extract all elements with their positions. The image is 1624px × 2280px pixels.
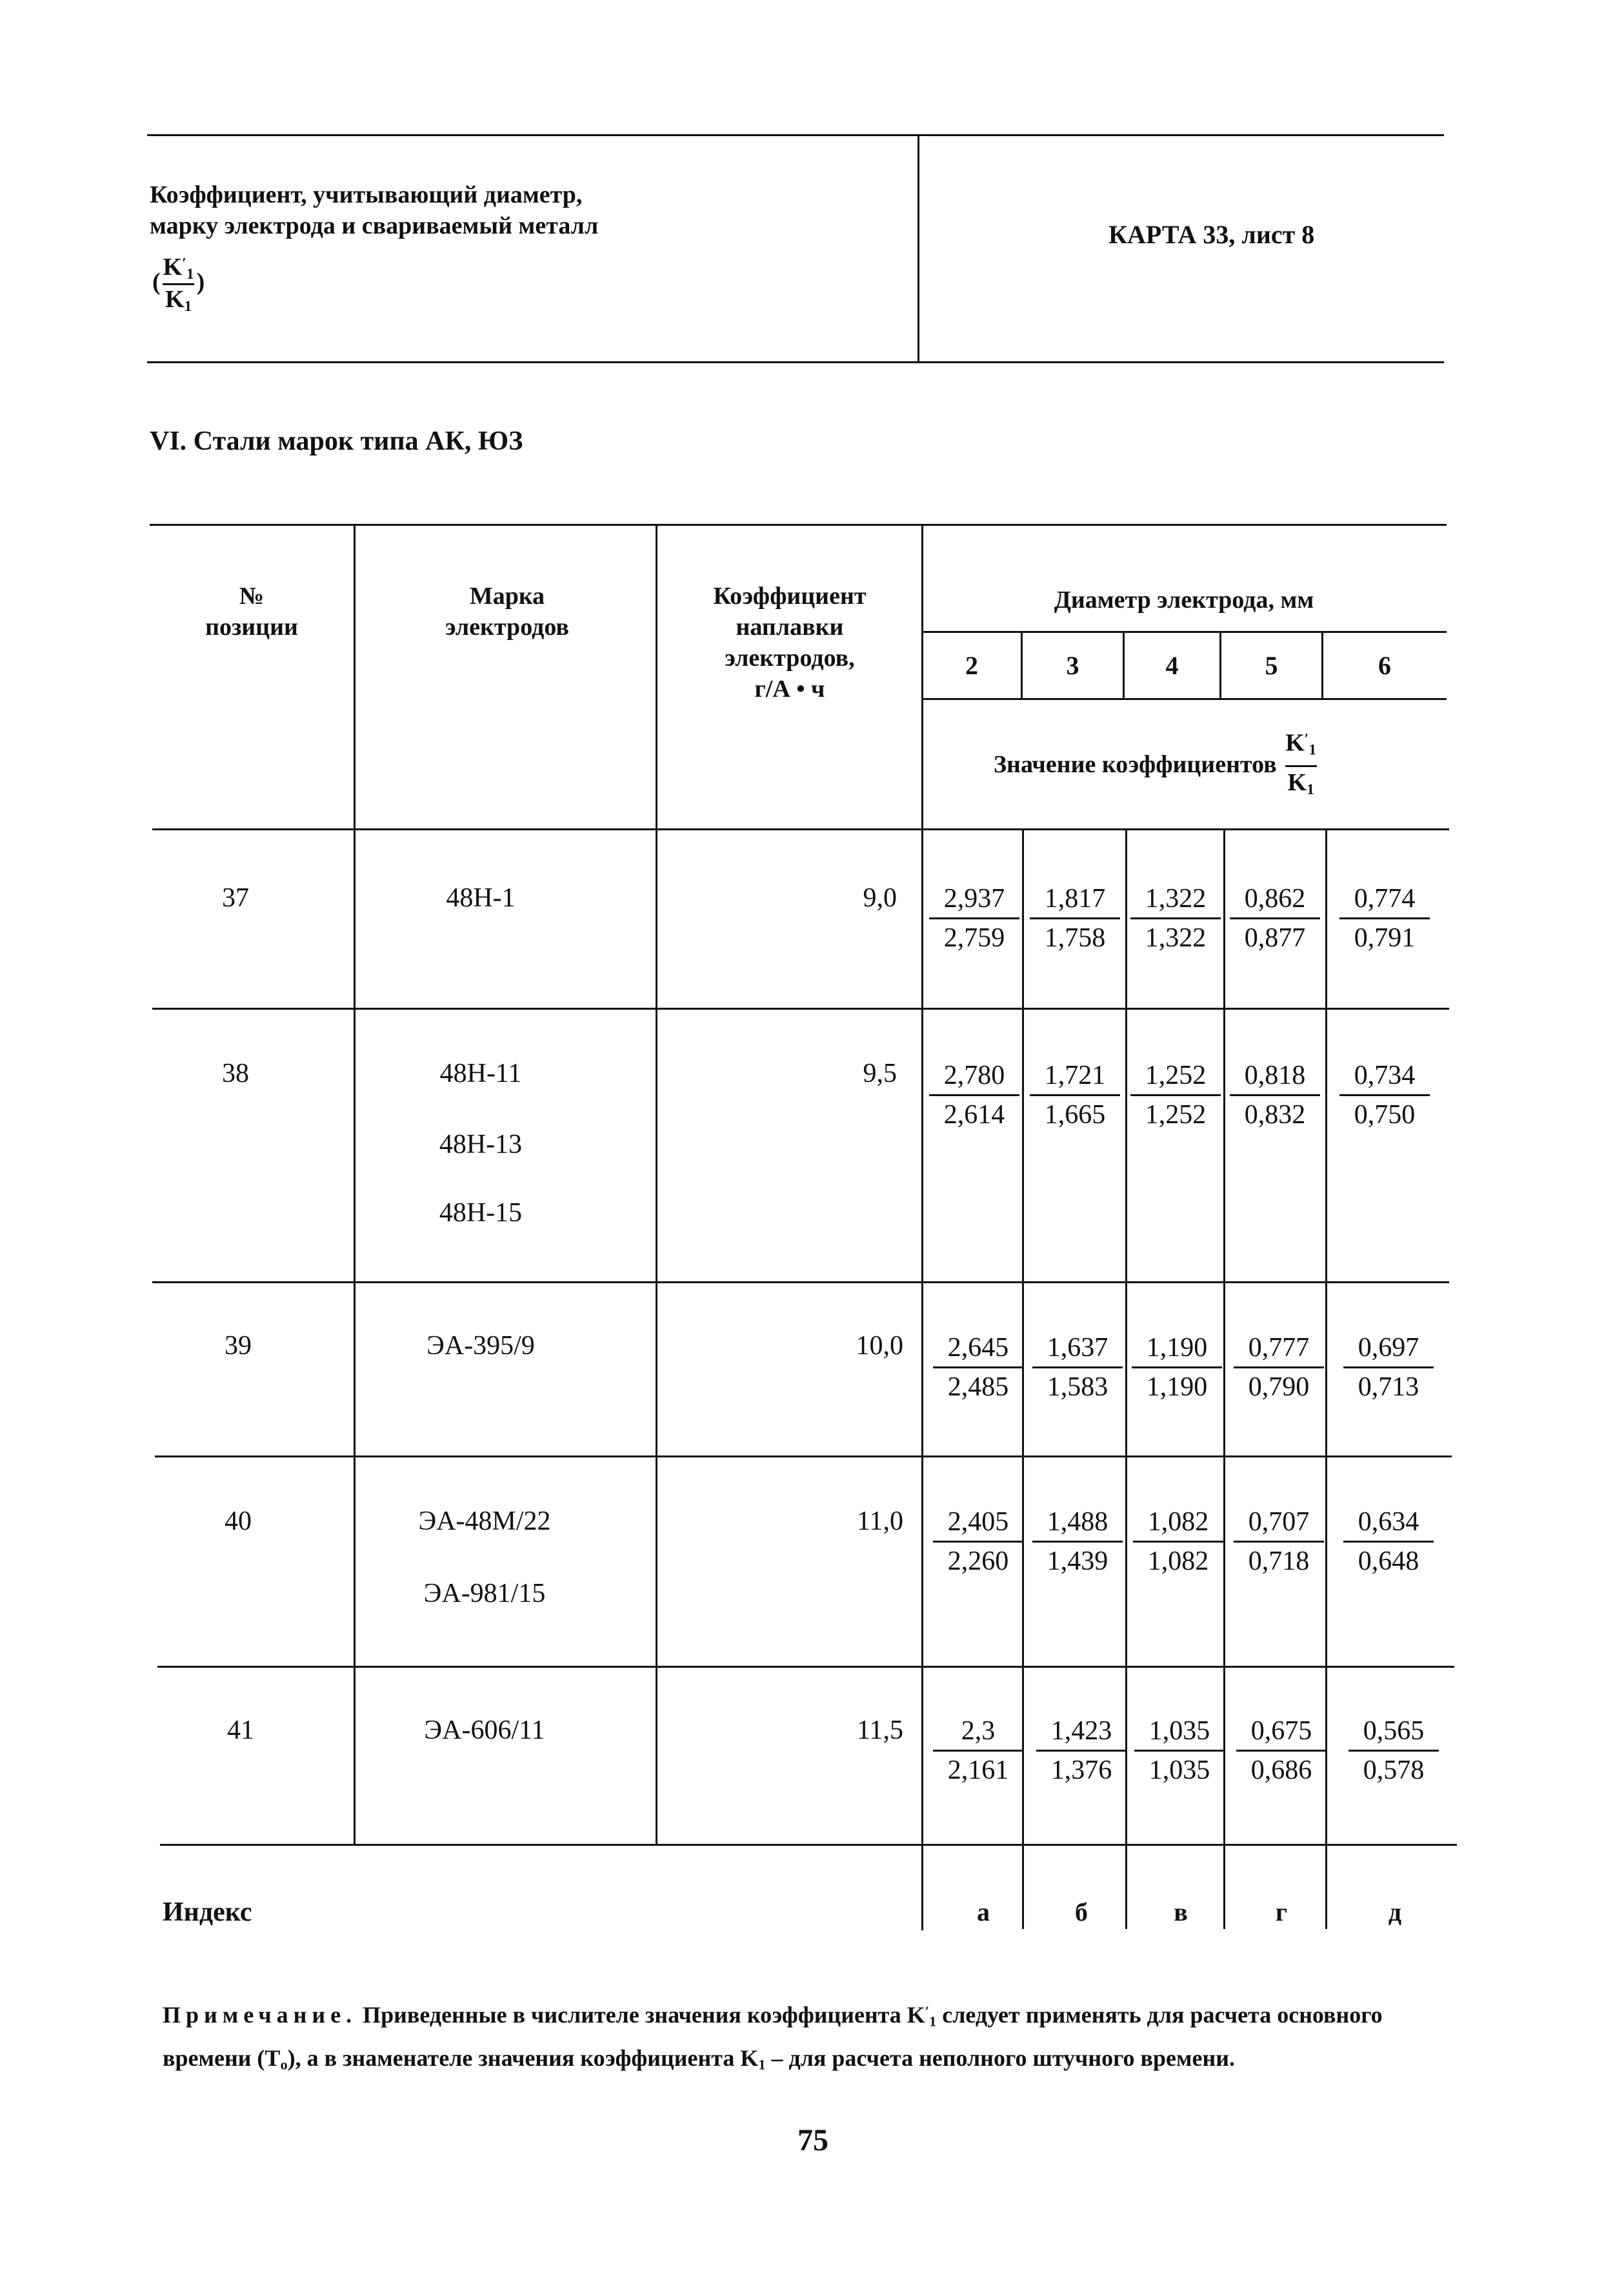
row-39-coefficient: 10,0 [856, 1331, 903, 1361]
section-title: VI. Стали марок типа АК, ЮЗ [150, 426, 523, 456]
row-37-brand: 48Н-1 [446, 883, 516, 913]
row-38-position: 38 [222, 1059, 249, 1088]
col-divider-2 [656, 524, 657, 1844]
row-41-d5: 0,675 0,686 [1236, 1712, 1327, 1789]
row-38-coefficient: 9,5 [863, 1059, 897, 1088]
row-39-brand: ЭА-395/9 [426, 1331, 535, 1361]
row-40-coefficient: 11,0 [857, 1506, 903, 1536]
row-38-d2: 2,780 2,614 [929, 1057, 1019, 1134]
header-line-2: марку электрода и свариваемый металл [150, 212, 599, 239]
header-divider [917, 134, 919, 363]
note-text-2: следует применять для расчета основного времени (T [163, 2002, 1383, 2071]
row-41-coefficient: 11,5 [857, 1715, 903, 1745]
row-39-d5: 0,777 0,790 [1234, 1329, 1324, 1406]
row-39-d6: 0,697 0,713 [1343, 1329, 1434, 1406]
row-38-brand-3: 48Н-15 [439, 1198, 523, 1228]
row-40-d4: 1,082 1,082 [1133, 1503, 1223, 1580]
row-39-d2: 2,645 2,485 [933, 1329, 1023, 1406]
note-text-4: – для расчета неполного штучного времени. [771, 2045, 1235, 2071]
row-38-d4: 1,252 1,252 [1130, 1057, 1221, 1134]
note-text-1: Приведенные в числителе значения коэффициента K [363, 2002, 925, 2028]
col-header-coefficient: Коэффициент наплавки электродов, г/А • ч [713, 583, 867, 703]
row-rule-3 [155, 1455, 1452, 1457]
header-top-rule [147, 134, 1444, 136]
diameter-3: 3 [1066, 651, 1079, 680]
row-37-d4: 1,322 1,322 [1130, 880, 1221, 957]
values-label: Значение коэффициентов $\frac{K'_1}{K_1}$ [994, 724, 1445, 805]
row-39-d4: 1,190 1,190 [1132, 1329, 1222, 1406]
row-37-coefficient: 9,0 [863, 883, 897, 913]
row-38-brand-1: 48Н-11 [439, 1059, 522, 1088]
table-header-bottom-rule [152, 828, 1449, 830]
col-header-brand: Марка электродов [445, 583, 569, 641]
diameter-values-rule [921, 698, 1447, 700]
row-40-brand-1: ЭА-48М/22 [418, 1506, 551, 1536]
col-divider-1 [354, 524, 356, 1844]
header-fraction: ( $\frac{K'_1}{K_1}$ ) [152, 254, 205, 315]
diameter-4: 4 [1165, 651, 1179, 680]
row-37-d3: 1,817 1,758 [1030, 880, 1120, 957]
index-d: д [1388, 1897, 1402, 1926]
diameter-2: 2 [965, 651, 978, 680]
row-38-brand-2: 48Н-13 [439, 1130, 523, 1159]
row-40-d5: 0,707 0,718 [1234, 1503, 1324, 1580]
row-40-position: 40 [225, 1506, 252, 1536]
row-41-d3: 1,423 1,376 [1036, 1712, 1127, 1789]
diameter-6: 6 [1378, 651, 1391, 680]
col-header-diameter: Диаметр электрода, мм [1054, 586, 1314, 614]
row-41-brand: ЭА-606/11 [424, 1715, 545, 1745]
row-40-brand-2: ЭА-981/15 [423, 1579, 546, 1608]
row-38-d6: 0,734 0,750 [1339, 1057, 1430, 1134]
index-b: б [1075, 1897, 1088, 1926]
row-rule-4 [157, 1666, 1454, 1668]
row-40-d3: 1,488 1,439 [1032, 1503, 1123, 1580]
page-number: 75 [797, 2123, 828, 2157]
row-38-d5: 0,818 0,832 [1230, 1057, 1320, 1134]
note: Примечание. Приведенные в числителе значения коэффициента $K'_1$ следует применять для расчета основного времени $(T_o)$, а в знаменателе значения коэффициента $K_1$ – для расчета неполного штучного времени. [163, 2002, 1383, 2073]
row-rule-1 [152, 1008, 1449, 1010]
row-37-d2: 2,937 2,759 [929, 880, 1019, 957]
index-label: Индекс [163, 1897, 252, 1927]
row-41-position: 41 [227, 1715, 254, 1745]
row-39-position: 39 [225, 1331, 252, 1361]
row-37-d5: 0,862 0,877 [1230, 880, 1320, 957]
col-divider-3 [921, 524, 923, 1930]
card-label: КАРТА 33, лист 8 [1108, 220, 1315, 249]
table-top-rule [150, 524, 1447, 526]
col-header-position: № позиции [205, 583, 298, 641]
row-41-d6: 0,565 0,578 [1348, 1712, 1439, 1789]
header-line-1: Коэффициент, учитывающий диаметр, [150, 181, 583, 208]
k1-ratio-fraction: $\frac{K'_1}{K_1}$ [1283, 724, 1319, 805]
index-g: г [1275, 1897, 1288, 1926]
index-v: в [1174, 1897, 1188, 1926]
row-rule-2 [152, 1281, 1449, 1283]
index-a: а [977, 1897, 990, 1926]
table-bottom-rule [160, 1844, 1457, 1846]
diameter-rule [921, 631, 1447, 633]
row-39-d3: 1,637 1,583 [1032, 1329, 1123, 1406]
row-41-d4: 1,035 1,035 [1134, 1712, 1225, 1789]
note-text-3: ), а в знаменателе значения коэффициента K [287, 2045, 759, 2071]
row-41-d2: 2,3 2,161 [933, 1712, 1023, 1789]
row-37-d6: 0,774 0,791 [1339, 880, 1430, 957]
note-label: Примечание. [163, 2002, 357, 2028]
row-37-position: 37 [222, 883, 249, 913]
row-38-d3: 1,721 1,665 [1030, 1057, 1120, 1134]
row-40-d2: 2,405 2,260 [933, 1503, 1023, 1580]
row-40-d6: 0,634 0,648 [1343, 1503, 1434, 1580]
header-description [150, 179, 598, 241]
header-bottom-rule [147, 361, 1444, 363]
diameter-5: 5 [1265, 651, 1278, 680]
